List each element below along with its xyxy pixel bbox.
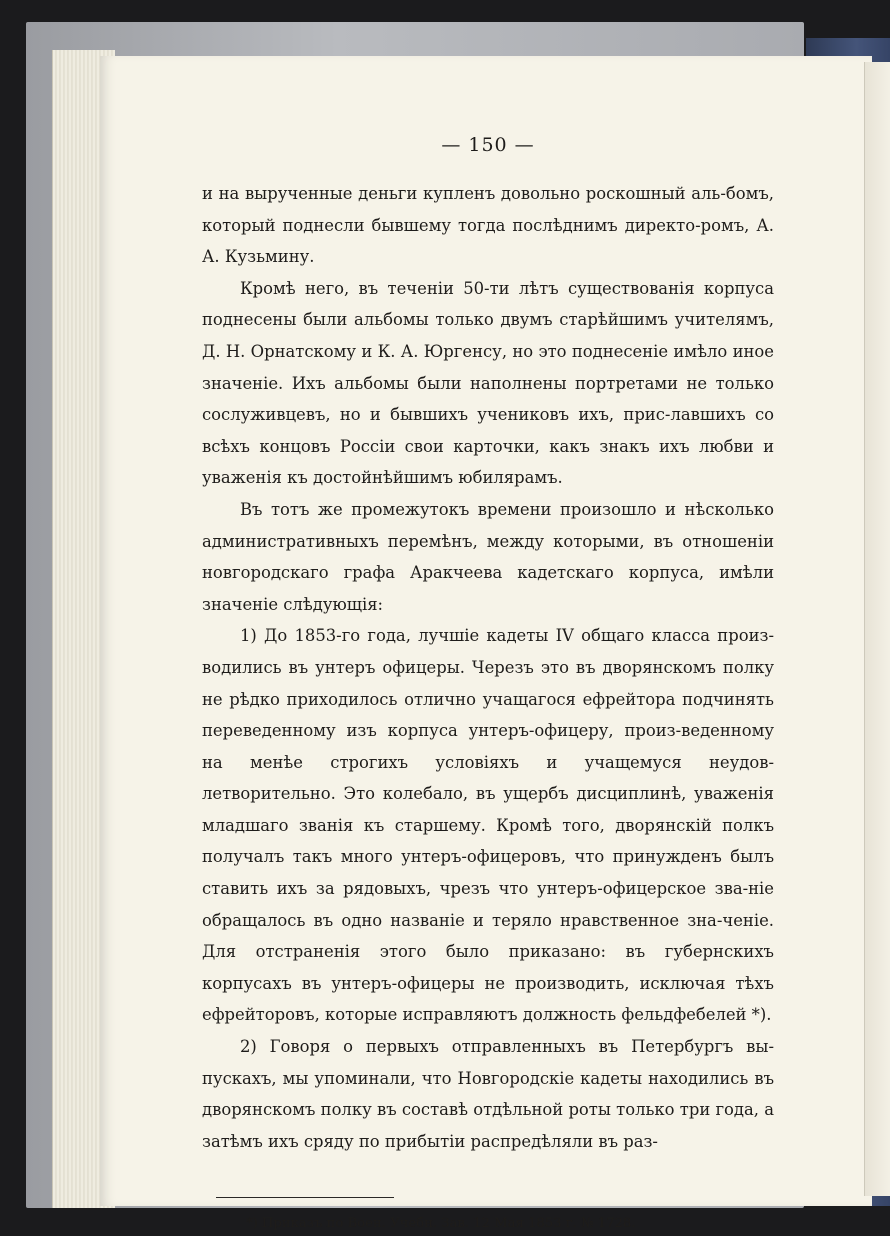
- paragraph: Кромѣ него, въ теченіи 50-ти лѣтъ существованія корпуса поднесены были альбомы только двумъ старѣйшимъ учителямъ, Д. Н. Орнатскому и К. А. Юргенсу, но это поднесеніе имѣло иное значеніе. Ихъ альбомы были наполнены портретами не только сослуживцевъ, но и бывшихъ учениковъ ихъ, прис-лавшихъ со всѣхъ концовъ Россіи свои карточки, какъ знакъ ихъ любви и уваженія къ достойнѣйшимъ юбилярамъ.: [202, 278, 774, 488]
- page-number: — 150 —: [441, 134, 535, 156]
- footnote: *) Приказъ по Воен. Учебн. Зав. 12 Мая 1853 г. № 1728.: [246, 1216, 636, 1232]
- paragraph: Въ тотъ же промежутокъ времени произошло и нѣсколько административныхъ перемѣнъ, между которыми, въ отношеніи новгородскаго графа Аракчеева кадетскаго корпуса, имѣли значеніе слѣдующія:: [202, 499, 774, 614]
- footnote-divider: [216, 1197, 394, 1198]
- paragraph: 2) Говоря о первыхъ отправленныхъ въ Петербургъ вы-пускахъ, мы упоминали, что Новгородскіе кадеты находились въ дворянскомъ полку въ составѣ отдѣльной роты только три года, а затѣмъ ихъ сряду по прибытіи распредѣляли въ раз-: [202, 1037, 774, 1151]
- facing-page-edge: [864, 62, 890, 1196]
- paragraph: и на вырученные деньги купленъ довольно роскошный аль-бомъ, который поднесли бывшему тогда послѣднимъ директо-ромъ, А. А. Кузьмину.: [202, 184, 774, 267]
- paragraph: 1) До 1853-го года, лучшіе кадеты IV общаго класса произ-водились въ унтеръ офицеры. Черезъ это въ дворянскомъ полку не рѣдко приходилось отлично учащагося ефрейтора подчинять переведенному изъ корпуса унтеръ-офицеру, произ-веденному на менѣе строгихъ условіяхъ и учащемуся неудов-летворительно. Это колебало, въ ущербъ дисциплинѣ, уваженія младшаго званія къ старшему. Кромѣ того, дворянскій полкъ получалъ такъ много унтеръ-офицеровъ, что принужденъ былъ ставить ихъ за рядовыхъ, чрезъ что унтеръ-офицерское зва-ніе обращалось въ одно названіе и теряло нравственное зна-ченіе. Для отстраненія этого было приказано: въ губернскихъ корпусахъ въ унтеръ-офицеры не производить, исключая тѣхъ ефрейторовъ, которые исправляютъ должность фельдфебелей *).: [202, 626, 774, 1025]
- page-text: [202, 134, 774, 1234]
